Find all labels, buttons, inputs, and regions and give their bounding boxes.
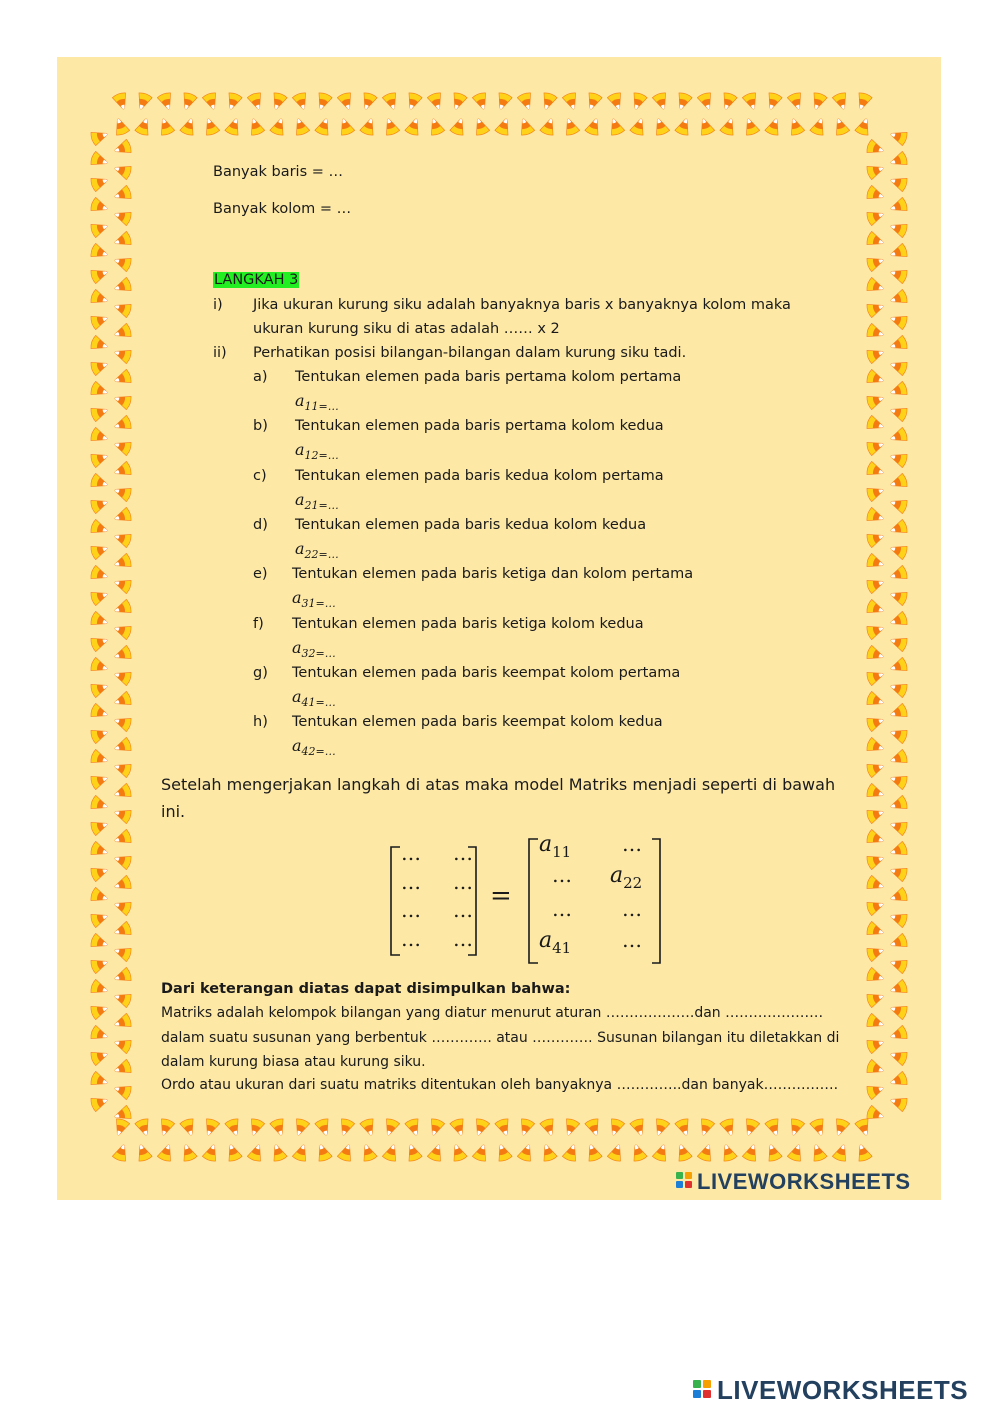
answer-placeholder[interactable] (292, 589, 336, 613)
question-letter: d) (253, 517, 268, 533)
liveworksheets-logo-footer[interactable] (693, 1376, 993, 1406)
answer-blank: =… (315, 597, 336, 610)
matrix-left-cell[interactable]: … (401, 870, 421, 894)
element-subscript: 21 (304, 499, 319, 512)
item-ii-marker: ii) (213, 345, 227, 361)
matrix-right-cell[interactable] (552, 863, 572, 887)
question-text: Tentukan elemen pada baris keempat kolom kedua (292, 714, 663, 730)
worksheet-page (57, 57, 941, 1200)
question-text: Tentukan elemen pada baris keempat kolom pertama (292, 665, 681, 681)
element-subscript: 31 (301, 597, 316, 610)
question-letter: g) (253, 665, 268, 681)
worksheet-content (57, 57, 941, 1200)
element-symbol: a (295, 539, 305, 558)
matrix-right-element (539, 832, 571, 861)
matrix-subscript: 22 (623, 874, 643, 892)
answer-placeholder[interactable] (295, 540, 339, 564)
question-letter: b) (253, 418, 268, 434)
question-text: Tentukan elemen pada baris kedua kolom kedua (295, 517, 647, 533)
liveworksheets-wordmark: LIVEWORKSHEETS (697, 1169, 911, 1194)
matrix-subscript: 11 (552, 843, 572, 861)
liveworksheets-logo-inner[interactable] (676, 1170, 938, 1196)
matrix-left-cell[interactable]: … (453, 870, 473, 894)
liveworksheets-wordmark: LIVEWORKSHEETS (717, 1375, 969, 1405)
answer-blank: =… (315, 647, 336, 660)
item-i-text-2: ukuran kurung siku di atas adalah …… x 2 (253, 321, 560, 337)
element-subscript: 41 (301, 696, 316, 709)
element-subscript: 42 (301, 745, 316, 758)
answer-blank: =… (318, 400, 339, 413)
matrix-right-cell[interactable] (622, 832, 642, 856)
question-letter: f) (253, 616, 264, 632)
question-text: Tentukan elemen pada baris ketiga dan kolom pertama (292, 566, 694, 582)
matrix-left-cell[interactable]: … (401, 927, 421, 951)
matrix-symbol: … (552, 863, 572, 887)
answer-blank: =… (318, 548, 339, 561)
answer-placeholder[interactable] (295, 392, 339, 416)
matrix-symbol: a (539, 928, 553, 953)
matrix-symbol: … (622, 897, 642, 921)
item-i-marker: i) (213, 297, 223, 313)
answer-placeholder[interactable] (292, 639, 336, 663)
element-subscript: 22 (304, 548, 319, 561)
item-i-text-1: Jika ukuran kurung siku adalah banyaknya baris x banyaknya kolom maka (253, 297, 791, 313)
matrix-symbol: … (622, 832, 642, 856)
matrix-right-element (539, 928, 571, 957)
question-text: Tentukan elemen pada baris pertama kolom pertama (295, 369, 682, 385)
step-heading (213, 271, 299, 289)
matrix-left-cell[interactable]: … (401, 898, 421, 922)
matrix-left-cell[interactable]: … (401, 841, 421, 865)
element-symbol: a (292, 736, 302, 755)
element-symbol: a (295, 490, 305, 509)
element-symbol: a (295, 391, 305, 410)
conclusion-heading: Dari keterangan diatas dapat disimpulkan bahwa: (161, 981, 571, 997)
answer-placeholder[interactable] (295, 491, 339, 515)
after-steps-text-2: ini. (161, 802, 186, 821)
matrix-right-cell[interactable] (622, 928, 642, 952)
answer-placeholder[interactable] (292, 688, 336, 712)
answer-blank: =… (318, 499, 339, 512)
step-heading-highlight: LANGKAH 3 (214, 272, 299, 288)
question-letter: h) (253, 714, 268, 730)
question-text: Tentukan elemen pada baris kedua kolom pertama (295, 468, 664, 484)
matrix-symbol: … (552, 897, 572, 921)
conclusion-line-3: dalam kurung biasa atau kurung siku. (161, 1054, 426, 1070)
conclusion-line-1: Matriks adalah kelompok bilangan yang diatur menurut aturan ……………….dan ………………… (161, 1005, 824, 1021)
question-letter: a) (253, 369, 268, 385)
answer-blank: =… (318, 449, 339, 462)
rows-count-line: Banyak baris = … (213, 164, 343, 180)
answer-placeholder[interactable] (295, 441, 339, 465)
question-letter: c) (253, 468, 267, 484)
answer-placeholder[interactable] (292, 737, 336, 761)
answer-blank: =… (315, 696, 336, 709)
element-symbol: a (292, 638, 302, 657)
cols-count-line: Banyak kolom = … (213, 201, 352, 217)
matrix-right-cell[interactable] (622, 897, 642, 921)
element-subscript: 12 (304, 449, 319, 462)
matrix-symbol: … (622, 928, 642, 952)
matrix-symbol: a (539, 832, 553, 857)
answer-blank: =… (315, 745, 336, 758)
matrix-right-element (610, 863, 642, 892)
matrix-left-cell[interactable]: … (453, 841, 473, 865)
conclusion-line-2: dalam suatu susunan yang berbentuk …………. atau …………. Susunan bilangan itu diletakkan di (161, 1030, 840, 1046)
matrix-left-cell[interactable]: … (453, 898, 473, 922)
matrix-symbol: a (610, 863, 624, 888)
element-subscript: 32 (301, 647, 316, 660)
element-symbol: a (292, 687, 302, 706)
element-symbol: a (292, 588, 302, 607)
question-letter: e) (253, 566, 268, 582)
item-ii-text: Perhatikan posisi bilangan-bilangan dalam kurung siku tadi. (253, 345, 687, 361)
equals-sign: = (490, 881, 512, 911)
liveworksheets-logo-icon (693, 1380, 713, 1400)
after-steps-text-1: Setelah mengerjakan langkah di atas maka model Matriks menjadi seperti di bawah (161, 775, 836, 794)
matrix-subscript: 41 (552, 939, 572, 957)
element-subscript: 11 (304, 400, 319, 413)
question-text: Tentukan elemen pada baris pertama kolom kedua (295, 418, 664, 434)
element-symbol: a (295, 440, 305, 459)
liveworksheets-logo-icon (676, 1172, 694, 1190)
question-text: Tentukan elemen pada baris ketiga kolom kedua (292, 616, 644, 632)
right-bracket-close (651, 838, 665, 966)
matrix-left-cell[interactable]: … (453, 927, 473, 951)
conclusion-line-4: Ordo atau ukuran dari suatu matriks ditentukan oleh banyaknya …………..dan banyak……………. (161, 1077, 839, 1093)
matrix-right-cell[interactable] (552, 897, 572, 921)
